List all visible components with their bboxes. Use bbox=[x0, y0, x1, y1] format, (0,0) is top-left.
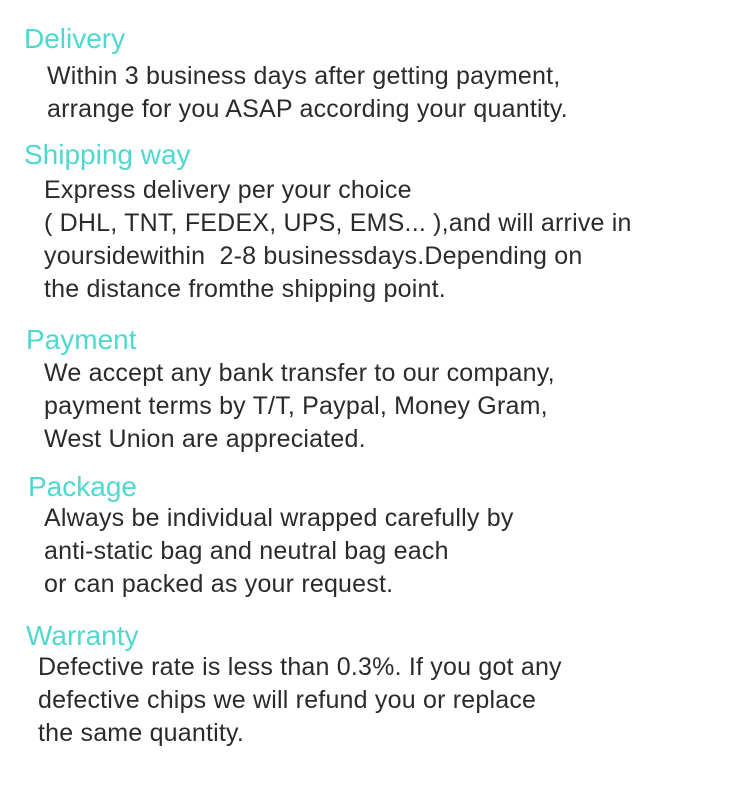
package-text-line: or can packed as your request. bbox=[44, 570, 394, 598]
shipping-text-line: yoursidewithin 2-8 businessdays.Depending on bbox=[44, 242, 583, 270]
shipping-text-line: Express delivery per your choice bbox=[44, 176, 412, 204]
delivery-text-line: Within 3 business days after getting payment, bbox=[47, 62, 561, 90]
section-heading-payment: Payment bbox=[26, 324, 137, 355]
delivery-text-line: arrange for you ASAP according your quantity. bbox=[47, 95, 568, 123]
package-text-line: anti-static bag and neutral bag each bbox=[44, 537, 449, 565]
shipping-text-line: ( DHL, TNT, FEDEX, UPS, EMS... ),and will arrive in bbox=[44, 209, 632, 237]
package-text-line: Always be individual wrapped carefully by bbox=[44, 504, 514, 532]
warranty-text-line: the same quantity. bbox=[38, 719, 245, 747]
payment-text-line: West Union are appreciated. bbox=[44, 425, 366, 453]
section-heading-delivery: Delivery bbox=[24, 23, 126, 54]
payment-text-line: We accept any bank transfer to our company, bbox=[44, 359, 555, 387]
section-heading-shipping-way: Shipping way bbox=[24, 139, 191, 170]
section-heading-warranty: Warranty bbox=[26, 620, 139, 651]
shipping-text-line: the distance fromthe shipping point. bbox=[44, 275, 446, 303]
section-heading-package: Package bbox=[28, 471, 137, 502]
payment-text-line: payment terms by T/T, Paypal, Money Gram, bbox=[44, 392, 548, 420]
warranty-text-line: Defective rate is less than 0.3%. If you got any bbox=[38, 653, 562, 681]
warranty-text-line: defective chips we will refund you or replace bbox=[38, 686, 537, 714]
